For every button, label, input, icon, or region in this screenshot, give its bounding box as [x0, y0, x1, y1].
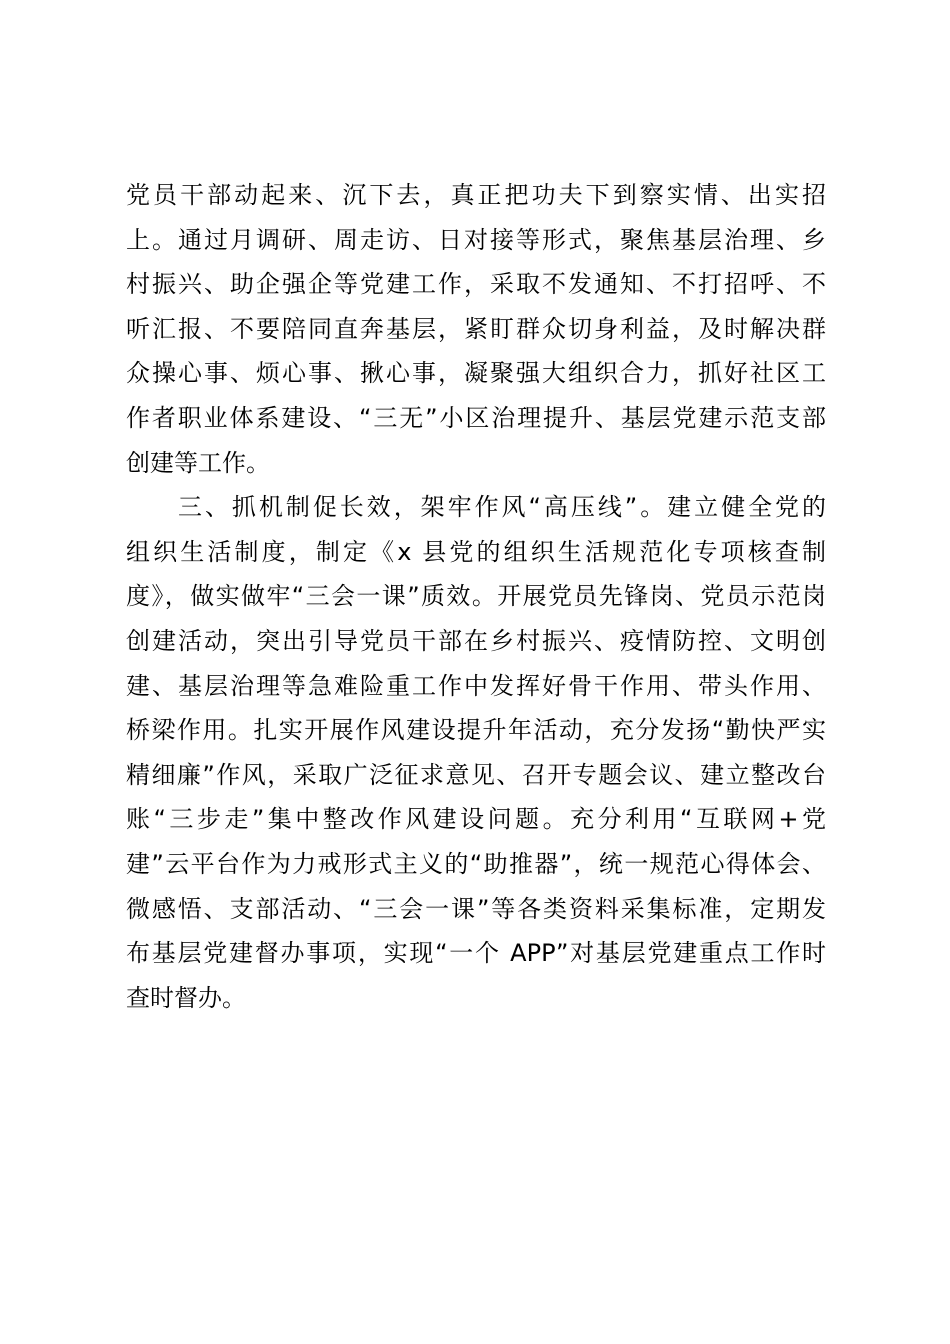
document-body — [126, 173, 826, 1020]
text-line: 桥梁作用。扎实开展作风建设提升年活动，充分发扬“勤快严实 — [126, 716, 826, 745]
text-line: 党员干部动起来、沉下去，真正把功夫下到察实情、出实招 — [126, 181, 826, 209]
text-line: 组织生活制度，制定《x 县党的组织生活规范化专项核查制 — [126, 537, 826, 566]
text-line: 众操心事、烦心事、揪心事，凝聚强大组织合力，抓好社区工 — [126, 359, 826, 388]
section-heading-line: 三、抓机制促长效，架牢作风“高压线”。建立健全党的 — [178, 493, 826, 522]
text-line: 创建等工作。 — [126, 448, 270, 477]
text-line: 布基层党建督办事项，实现“一个 APP”对基层党建重点工作时 — [126, 939, 826, 968]
text-line: 上。通过月调研、周走访、日对接等形式，聚焦基层治理、乡 — [126, 225, 826, 254]
text-line: 微感悟、支部活动、“三会一课”等各类资料采集标准，定期发 — [126, 894, 826, 923]
text-line: 度》，做实做牢“三会一课”质效。开展党员先锋岗、党员示范岗 — [126, 582, 826, 611]
text-line: 创建活动，突出引导党员干部在乡村振兴、疫情防控、文明创 — [126, 626, 826, 655]
text-line: 账“三步走”集中整改作风建设问题。充分利用“互联网+党 — [126, 805, 826, 834]
text-line: 建、基层治理等急难险重工作中发挥好骨干作用、带头作用、 — [126, 671, 826, 700]
text-line: 建”云平台作为力戒形式主义的“助推器”，统一规范心得体会、 — [126, 849, 826, 878]
text-line: 精细廉”作风，采取广泛征求意见、召开专题会议、建立整改台 — [126, 760, 826, 789]
text-line: 听汇报、不要陪同直奔基层，紧盯群众切身利益，及时解决群 — [126, 314, 826, 343]
text-line: 作者职业体系建设、“三无”小区治理提升、基层党建示范支部 — [126, 403, 826, 432]
text-line: 村振兴、助企强企等党建工作，采取不发通知、不打招呼、不 — [126, 270, 826, 299]
text-line: 查时督办。 — [126, 983, 246, 1012]
